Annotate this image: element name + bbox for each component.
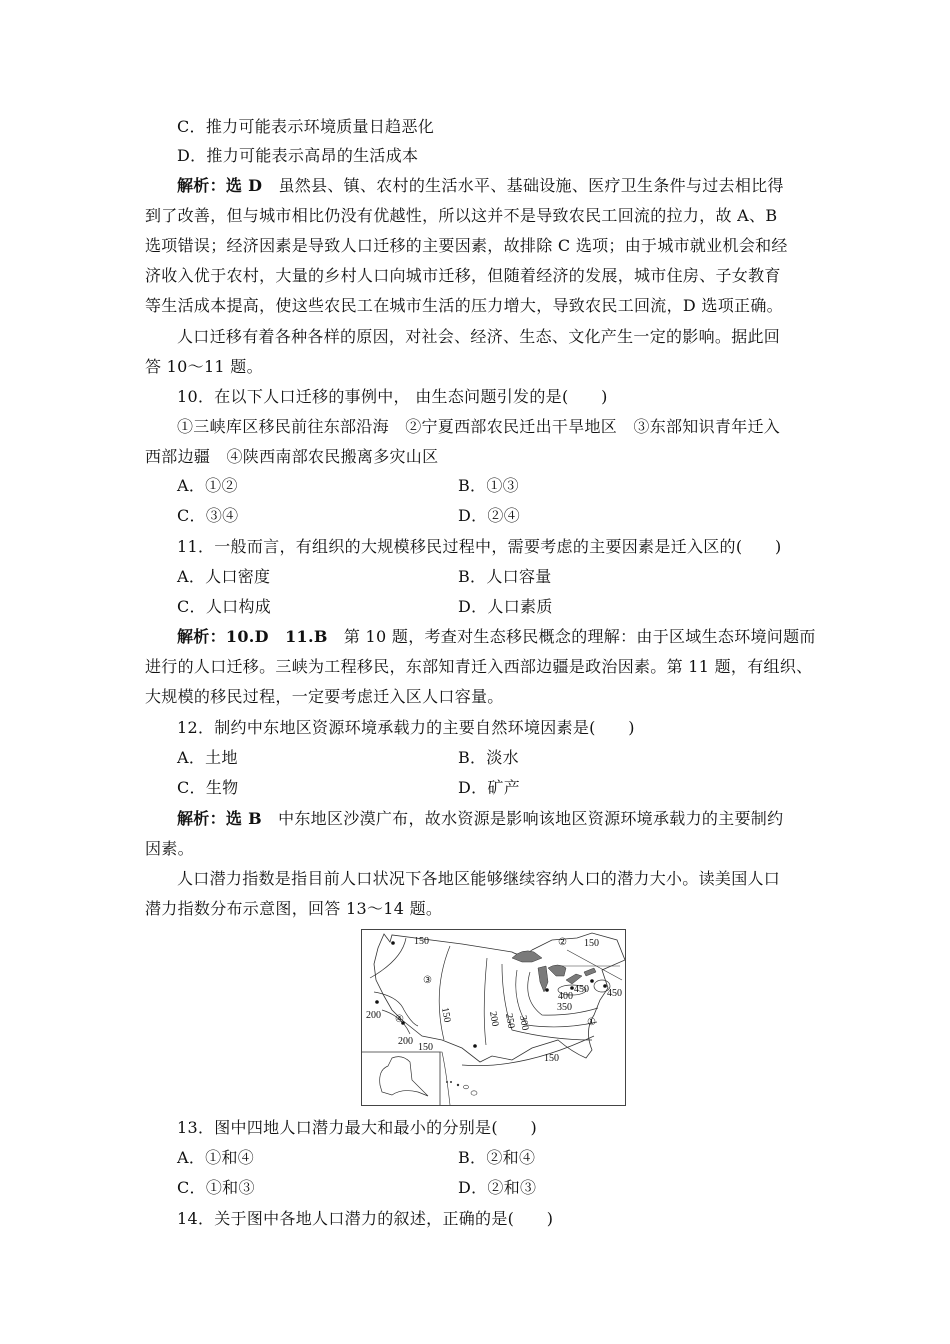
svg-text:①: ①	[587, 1017, 596, 1028]
analysis-10-11-line-1	[177, 627, 816, 647]
svg-text:200: 200	[487, 1010, 501, 1028]
analysis-answer: 选 B	[225, 809, 262, 828]
analysis-12-line-2: 因素。	[145, 839, 194, 858]
analysis-10-11-line-2: 进行的人口迁移。三峡为工程移民，东部知青迁入西部边疆是政治因素。第 11 题，有组织、	[145, 657, 813, 676]
q11-stem: 11．一般而言，有组织的大规模移民过程中，需要考虑的主要因素是迁入区的( )	[177, 537, 782, 556]
q9-option-d: D．推力可能表示高昂的生活成本	[177, 146, 419, 165]
intro-10-11-line-2: 答 10～11 题。	[145, 357, 263, 376]
svg-text:250: 250	[503, 1012, 517, 1030]
q9-analysis-line-5: 等生活成本提高，使这些农民工在城市生活的压力增大，导致农民工回流，D 选项正确。	[145, 296, 783, 315]
q9-analysis-line-2: 到了改善，但与城市相比仍没有优越性，所以这并不是导致农民工回流的拉力，故 A、B	[145, 206, 778, 225]
svg-text:400: 400	[558, 991, 573, 1002]
q9-analysis-line-1	[177, 176, 784, 196]
svg-text:450: 450	[574, 984, 589, 995]
q10-stem: 10．在以下人口迁移的事例中， 由生态问题引发的是( )	[177, 387, 608, 406]
q13-option-b[interactable]: B．②和④	[458, 1148, 536, 1167]
analysis-text: 中东地区沙漠广布，故水资源是影响该地区资源环境承载力的主要制约	[278, 809, 784, 828]
q12-stem: 12．制约中东地区资源环境承载力的主要自然环境因素是( )	[177, 718, 635, 737]
q11-option-c[interactable]: C．人口构成	[177, 597, 272, 616]
q11-option-a[interactable]: A．人口密度	[177, 567, 271, 586]
svg-text:③: ③	[423, 975, 432, 986]
us-population-potential-map	[361, 929, 626, 1106]
analysis-label: 解析：	[177, 176, 226, 195]
svg-text:450: 450	[607, 988, 622, 999]
svg-text:150: 150	[414, 936, 429, 947]
svg-text:150: 150	[439, 1006, 453, 1024]
q10-option-b[interactable]: B．①③	[458, 476, 519, 495]
analysis-label: 解析：	[177, 627, 226, 646]
svg-text:350: 350	[557, 1002, 572, 1013]
svg-text:150: 150	[544, 1053, 559, 1064]
analysis-10-11-line-3: 大规模的移民过程，一定要考虑迁入区人口容量。	[145, 687, 504, 706]
q9-analysis-line-4: 济收入优于农村，大量的乡村人口向城市迁移，但随着经济的发展，城市住房、子女教育	[145, 266, 781, 285]
q13-option-a[interactable]: A．①和④	[177, 1148, 255, 1167]
intro-13-14-line-1: 人口潜力指数是指目前人口状况下各地区能够继续容纳人口的潜力大小。读美国人口	[177, 869, 781, 888]
q13-stem: 13．图中四地人口潜力最大和最小的分别是( )	[177, 1118, 538, 1137]
intro-13-14-line-2: 潜力指数分布示意图，回答 13～14 题。	[145, 899, 443, 918]
q9-option-c: C．推力可能表示环境质量日趋恶化	[177, 117, 435, 136]
svg-text:②: ②	[558, 937, 567, 948]
q12-option-a[interactable]: A．土地	[177, 748, 238, 767]
analysis-text: 虽然县、镇、农村的生活水平、基础设施、医疗卫生条件与过去相比得	[278, 176, 784, 195]
q10-items-line-2: 西部边疆 ④陕西南部农民搬离多灾山区	[145, 447, 439, 466]
map-graphic	[362, 930, 625, 1105]
svg-text:200: 200	[398, 1036, 413, 1047]
svg-text:150: 150	[584, 938, 599, 949]
analysis-text: 第 10 题，考查对生态移民概念的理解：由于区域生态环境问题而	[343, 627, 816, 646]
analysis-12-line-1	[177, 809, 783, 829]
q14-stem: 14．关于图中各地人口潜力的叙述，正确的是( )	[177, 1209, 554, 1228]
svg-text:300: 300	[517, 1014, 531, 1032]
q10-items-line-1: ①三峡库区移民前往东部沿海 ②宁夏西部农民迁出干旱地区 ③东部知识青年迁入	[177, 417, 781, 436]
q9-analysis-line-3: 选项错误；经济因素是导致人口迁移的主要因素，故排除 C 选项；由于城市就业机会和经	[145, 236, 788, 255]
svg-text:150: 150	[418, 1042, 433, 1053]
q11-option-d[interactable]: D．人口素质	[458, 597, 553, 616]
q10-option-c[interactable]: C．③④	[177, 506, 239, 525]
q13-option-c[interactable]: C．①和③	[177, 1178, 255, 1197]
analysis-answer: 选 D	[225, 176, 263, 195]
q12-option-b[interactable]: B．淡水	[458, 748, 519, 767]
svg-text:200: 200	[366, 1010, 381, 1021]
q11-option-b[interactable]: B．人口容量	[458, 567, 552, 586]
analysis-answer: 10.D 11.B	[225, 627, 328, 646]
q12-option-c[interactable]: C．生物	[177, 778, 239, 797]
q10-option-d[interactable]: D．②④	[458, 506, 521, 525]
intro-10-11-line-1: 人口迁移有着各种各样的原因，对社会、经济、生态、文化产生一定的影响。据此回	[177, 327, 781, 346]
svg-text:④: ④	[395, 1014, 404, 1025]
q10-option-a[interactable]: A．①②	[177, 476, 238, 495]
q12-option-d[interactable]: D．矿产	[458, 778, 521, 797]
q13-option-d[interactable]: D．②和③	[458, 1178, 537, 1197]
analysis-label: 解析：	[177, 809, 226, 828]
